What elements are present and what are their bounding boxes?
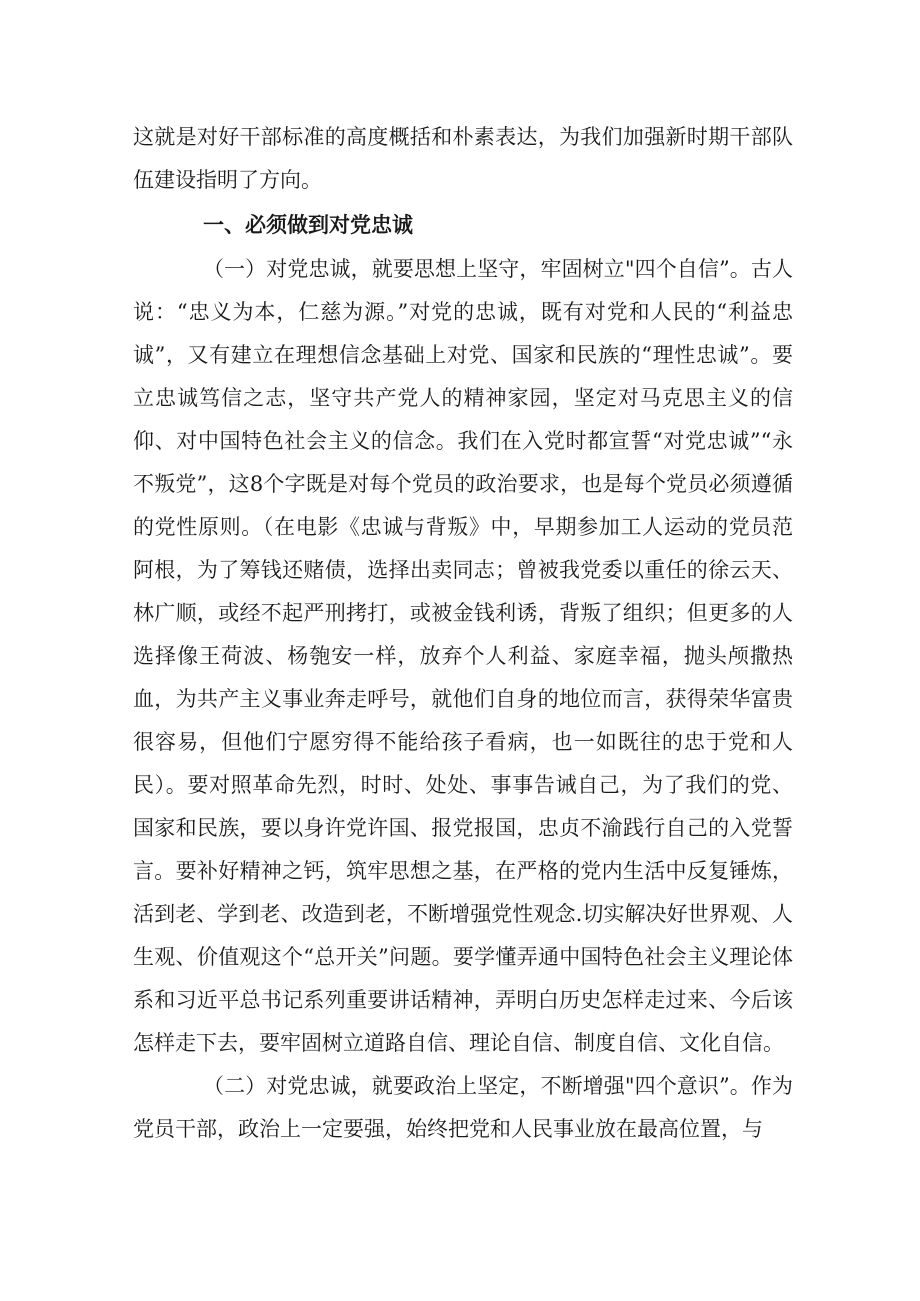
document-body [133,116,793,1151]
paragraph-2: （二）对党忠诚，就要政治上坚定，不断增强"四个意识”。作为党员干部，政治上一定要强，始终把党和人民事业放在最高位置，与 [133,1074,793,1141]
section-heading: 一、必须做到对党忠诚 [203,213,413,237]
paragraph-1: （一）对党忠诚，就要思想上坚守，牢固树立"四个自信”。古人说：“忠义为本，仁慈为源。”对党的忠诚，既有对党和人民的“利益忠诚”，又有建立在理想信念基础上对党、国家和民族的“理性忠诚”。要立忠诚笃信之志，坚守共产党人的精神家园，坚定对马克思主义的信仰、对中国特色社会主义的信念。我们在入党时都宣誓“对党忠诚”“永不叛党”，这8个字既是对每个党员的政治要求，也是每个党员必须遵循的党性原则。（在电影《忠诚与背叛》中，早期参加工人运动的党员范阿根，为了筹钱还赌债，选择出卖同志；曾被我党委以重任的徐云天、林广顺，或经不起严刑拷打，或被金钱利诱，背叛了组织；但更多的人选择像王荷波、杨匏安一样，放弃个人利益、家庭幸福，抛头颅撒热血，为共产主义事业奔走呼号，就他们自身的地位而言，获得荣华富贵很容易，但他们宁愿穷得不能给孩子看病，也一如既往的忠于党和人民）。要对照革命先烈，时时、处处、事事告诫自己，为了我们的党、国家和民族，要以身许党许国、报党报国，忠贞不渝践行自己的入党誓言。要补好精神之钙，筑牢思想之基，在严格的党内生活中反复锤炼，活到老、学到老、改造到老，不断增强党性观念.切实解决好世界观、人生观、价值观这个“总开关”问题。要学懂弄通中国特色社会主义理论体系和习近平总书记系列重要讲话精神，弄明白历史怎样走过来、今后该怎样走下去，要牢固树立道路自信、理论自信、制度自信、文化自信。 [133,257,793,1055]
intro-paragraph: 这就是对好干部标准的高度概括和朴素表达，为我们加强新时期干部队伍建设指明了方向。 [133,125,793,192]
